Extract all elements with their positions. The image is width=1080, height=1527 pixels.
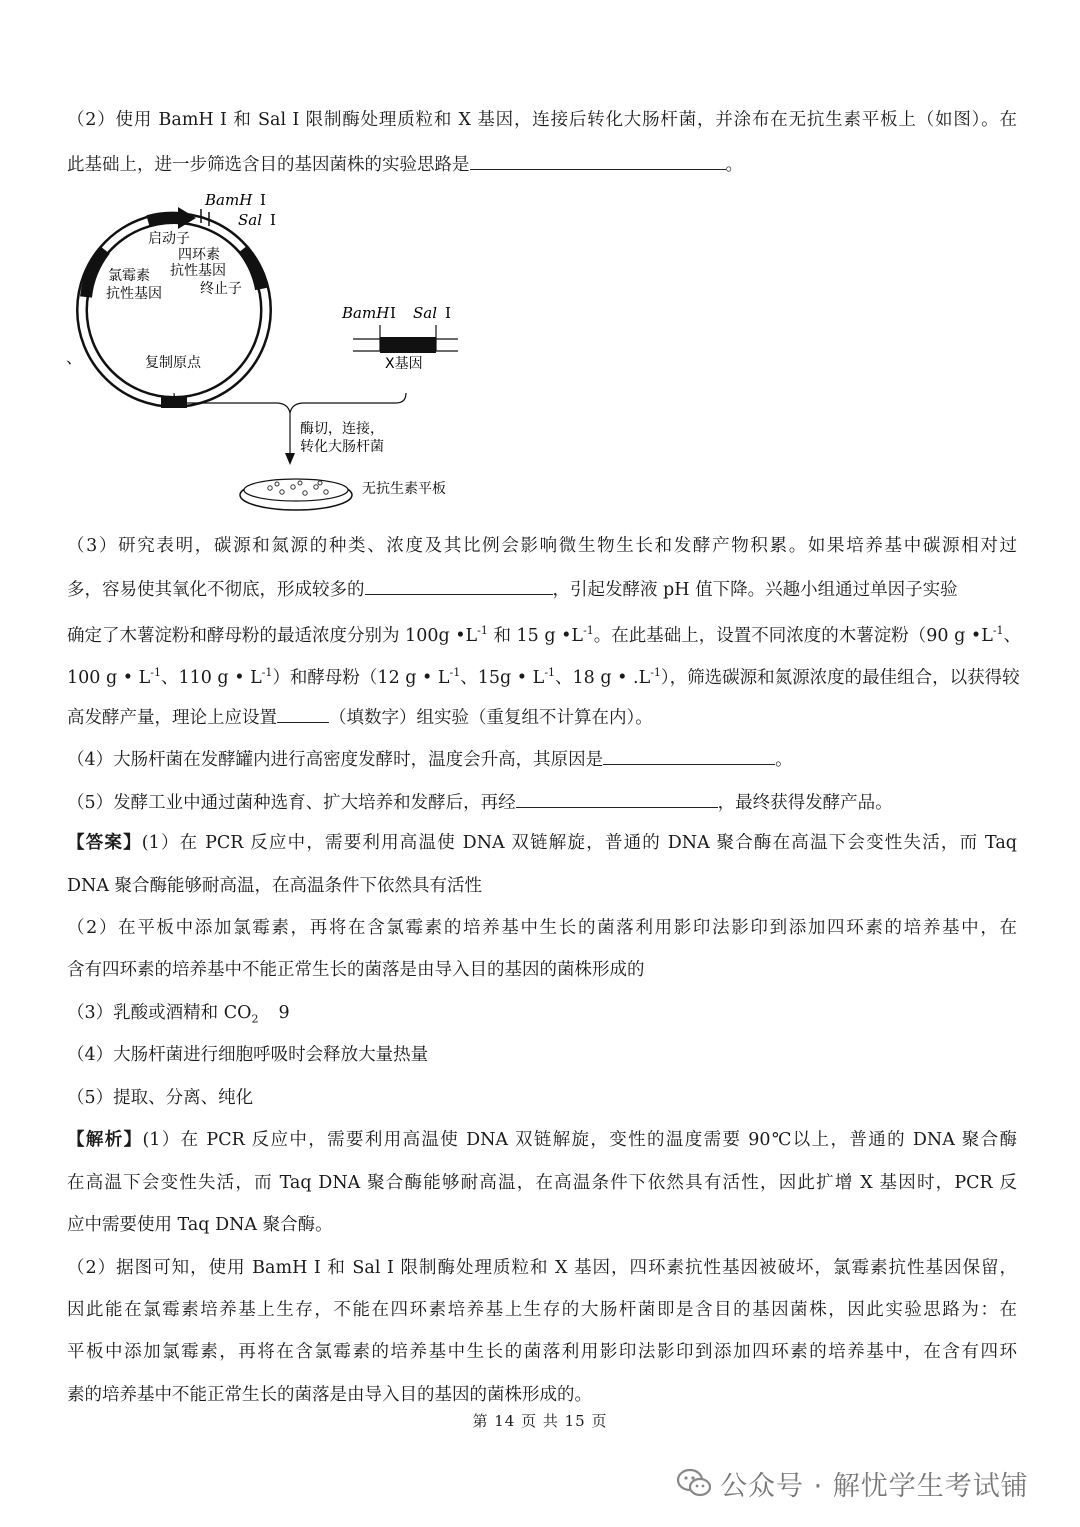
q3-line-4 <box>67 661 1020 690</box>
superscript: -1 <box>992 624 1004 637</box>
analysis-tag: 【解析】 <box>67 1130 143 1150</box>
q4-text: 。 <box>775 750 793 770</box>
answer-line-4: 含有四环素的培养基中不能正常生长的菌落是由导入目的基因的菌株形成的 <box>67 960 645 980</box>
answer-text: 9 <box>278 1003 290 1023</box>
q3-line-5 <box>67 704 1017 730</box>
q3-line-1: （3）研究表明，碳源和氮源的种类、浓度及其比例会影响微生物生长和发酵产物积累。如果培养基中碳源相对过 <box>67 536 1017 556</box>
q3-text: 、110 g • L <box>160 667 262 688</box>
superscript: -1 <box>150 666 161 679</box>
q3-text: 和 15 g •L <box>487 625 584 646</box>
q5-text: ，最终获得发酵产品。 <box>717 793 893 813</box>
superscript: -1 <box>449 666 461 679</box>
q3-text: ）和酵母粉（12 g • L <box>272 667 450 688</box>
q2-period: 。 <box>725 155 743 175</box>
answer-blank[interactable] <box>365 576 553 595</box>
analysis-line-6: 平板中添加氯霉素，再将在含氯霉素的培养基中生长的菌落利用影印法影印到添加四环素的培养基中，在含有四环 <box>67 1342 1017 1362</box>
q3-text: ，引起发酵液 pH 值下降。兴趣小组通过单因子实验 <box>552 580 958 600</box>
page-number: 第 14 页 共 15 页 <box>472 1412 608 1430</box>
q3-text: 、18 g • .L <box>555 667 651 688</box>
superscript: -1 <box>650 666 661 679</box>
q3-text: 、15g • L <box>460 667 545 688</box>
answer-line-3: （2）在平板中添加氯霉素，再将在含氯霉素的培养基中生长的菌落利用影印法影印到添加四环素的培养基中，在 <box>67 918 1017 938</box>
down-arrow-icon <box>285 453 295 465</box>
q2-line-1: （2）使用 BamH I 和 Sal I 限制酶处理质粒和 X 基因，连接后转化大肠杆菌，并涂布在无抗生素平板上（如图）。在 <box>67 110 1017 130</box>
chl-gene-block <box>86 250 105 297</box>
arrow-label-1: 酶切，连接， <box>300 421 384 437</box>
stray-mark: 、 <box>66 348 83 367</box>
arrow-label-2: 转化大肠杆菌 <box>300 439 384 455</box>
q5-text: （5）发酵工业中通过菌种选育、扩大培养和发酵后，再经 <box>67 793 516 813</box>
wechat-watermark <box>676 1463 1029 1503</box>
origin-label: 复制原点 <box>145 355 201 371</box>
answer-blank[interactable] <box>277 704 329 723</box>
petri-dish-top <box>244 479 348 501</box>
x-sal-roman: Ⅰ <box>445 304 451 322</box>
answer-line-7: （5）提取、分离、纯化 <box>67 1088 254 1108</box>
answer-text: （3）乳酸或酒精和 CO <box>67 1003 252 1023</box>
tet-label-1: 四环素 <box>178 247 220 263</box>
x-sal-label: Sal <box>413 304 438 322</box>
q4-text: （4）大肠杆菌在发酵罐内进行高密度发酵时，温度会升高，其原因是 <box>67 750 604 770</box>
q3-line-2 <box>67 576 1017 602</box>
watermark-text: 公众号 · 解忧学生考试铺 <box>720 1470 1029 1502</box>
q2-line-2 <box>67 151 1017 177</box>
answer-text: (1）在 PCR 反应中，需要利用高温使 DNA 双链解旋，普通的 DNA 聚合酶在高温下会变性失活，而 Taq <box>141 833 1017 853</box>
promoter-label: 启动子 <box>148 231 190 247</box>
q3-text: （填数字）组实验（重复组不计算在内）。 <box>329 708 653 728</box>
bamh-roman: Ⅰ <box>260 191 266 209</box>
answer-blank[interactable] <box>470 151 726 170</box>
superscript: -1 <box>477 624 488 637</box>
answer-line-6: （4）大肠杆菌进行细胞呼吸时会释放大量热量 <box>67 1045 429 1065</box>
answer-line-5 <box>67 1001 1017 1032</box>
answer-blank[interactable] <box>516 789 718 808</box>
plasmid-diagram <box>60 185 520 520</box>
q3-line-3 <box>67 619 1022 648</box>
analysis-line-1 <box>67 1128 1017 1152</box>
answer-line-1 <box>67 831 1017 855</box>
superscript: -1 <box>583 624 594 637</box>
tet-gene-block <box>243 249 261 289</box>
q3-text: 、 <box>1003 625 1022 646</box>
sal-label: Sal <box>238 211 263 229</box>
q4-line <box>67 746 1017 772</box>
q3-text: 高发酵产量，理论上应设置 <box>67 708 277 728</box>
superscript: -1 <box>261 666 273 679</box>
answer-blank[interactable] <box>603 746 775 765</box>
analysis-line-7: 素的培养基中不能正常生长的菌落是由导入目的基因的菌株形成的。 <box>67 1385 592 1405</box>
analysis-line-2: 在高温下会变性失活，而 Taq DNA 聚合酶能够耐高温，在高温条件下依然具有活性，因此扩增 X 基因时，PCR 反 <box>67 1173 1017 1193</box>
q3-text: ），筛选碳源和氮源浓度的最佳组合，以获得较 <box>660 667 1020 688</box>
x-gene-label: X基因 <box>385 356 423 372</box>
answer-tag: 【答案】 <box>67 833 142 853</box>
chl-label-1: 氯霉素 <box>108 268 150 284</box>
x-bamh-roman: Ⅰ <box>390 304 396 322</box>
plate-label: 无抗生素平板 <box>362 481 446 497</box>
chl-label-2: 抗性基因 <box>106 286 162 302</box>
terminator-label: 终止子 <box>200 281 242 297</box>
bamh-label: BamH <box>205 191 253 209</box>
promoter-segment <box>148 218 180 221</box>
x-bamh-label: BamH <box>342 304 390 322</box>
q2-prompt: 此基础上，进一步筛选含目的基因菌株的实验思路是 <box>67 155 470 175</box>
q3-text: 确定了木薯淀粉和酵母粉的最适浓度分别为 100g •L <box>67 625 478 646</box>
sal-roman: Ⅰ <box>270 211 276 229</box>
analysis-line-3: 应中需要使用 Taq DNA 聚合酶。 <box>67 1215 333 1235</box>
analysis-line-4: （2）据图可知，使用 BamH I 和 Sal I 限制酶处理质粒和 X 基因，四环素抗性基因被破坏，氯霉素抗性基因保留， <box>67 1258 1017 1278</box>
x-gene-block <box>380 337 436 353</box>
origin-block <box>161 396 187 408</box>
wechat-icon <box>676 1468 712 1498</box>
answer-line-2: DNA 聚合酶能够耐高温，在高温条件下依然具有活性 <box>67 876 483 896</box>
tet-label-2: 抗性基因 <box>170 263 226 279</box>
superscript: -1 <box>544 666 556 679</box>
q3-text: 100 g • L <box>67 667 151 688</box>
analysis-line-5: 因此能在氯霉素培养基上生存，不能在四环素培养基上生存的大肠杆菌即是含目的基因菌株，因此实验思路为：在 <box>67 1300 1017 1320</box>
q3-text: 多，容易使其氧化不彻底，形成较多的 <box>67 580 365 600</box>
analysis-text: (1）在 PCR 反应中，需要利用高温使 DNA 双链解旋，变性的温度需要 90℃以上，普通的 DNA 聚合酶 <box>142 1130 1018 1150</box>
q3-text: 。在此基础上，设置不同浓度的木薯淀粉（90 g •L <box>593 625 993 646</box>
subscript: 2 <box>251 1012 259 1026</box>
q5-line <box>67 789 1017 815</box>
